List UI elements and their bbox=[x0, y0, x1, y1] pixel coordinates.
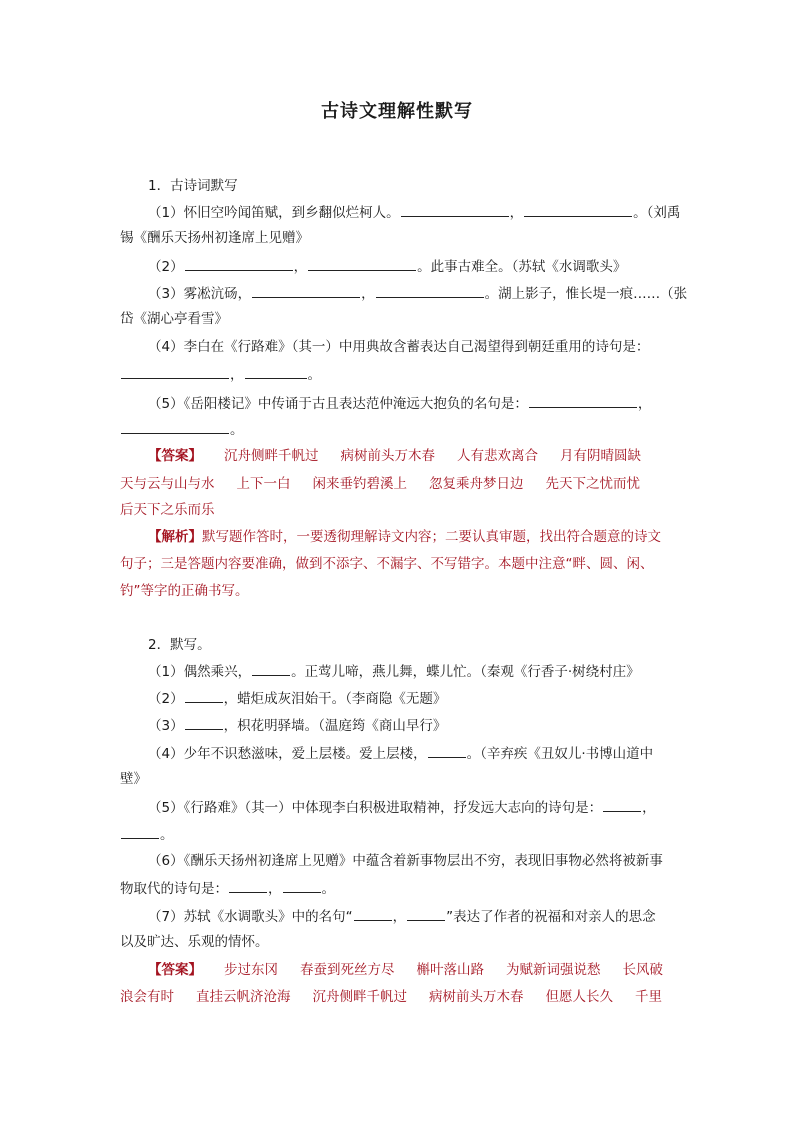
q2-item-6-cont: 物取代的诗句是： ， 。 bbox=[120, 878, 335, 899]
answer-blank[interactable] bbox=[428, 743, 466, 758]
q2-item-4-cont: 壁》 bbox=[120, 771, 147, 787]
answer-blank[interactable] bbox=[121, 364, 229, 379]
q1-answer-line-2: 天与云与山与水 上下一白 闲来垂钓碧溪上 忽复乘舟梦日边 先天下之忧而忧 bbox=[120, 476, 640, 492]
answer-blank[interactable] bbox=[407, 906, 445, 921]
answer-blank[interactable] bbox=[603, 797, 641, 812]
q1-analysis-line-3: 钓”等字的正确书写。 bbox=[120, 583, 249, 599]
q1-answer-line-3: 后天下之乐而乐 bbox=[120, 502, 215, 518]
q1-item-3-cont: 岱《湖心亭看雪》 bbox=[120, 311, 228, 327]
answer-tag: 【答案】 bbox=[148, 962, 202, 978]
answer-blank[interactable] bbox=[308, 256, 416, 271]
answer-blank[interactable] bbox=[283, 878, 321, 893]
q2-item-4: （4）少年不识愁滋味，爱上层楼。爱上层楼， 。（辛弃疾《丑奴儿·书博山道中 bbox=[148, 743, 653, 764]
q1-heading: 1．古诗词默写 bbox=[148, 178, 238, 194]
analysis-tag: 【解析】 bbox=[148, 529, 202, 545]
q1-item-4: （4）李白在《行路难》（其一）中用典故含蓄表达自己渴望得到朝廷重用的诗句是： bbox=[148, 339, 650, 355]
answer-tag: 【答案】 bbox=[148, 448, 202, 464]
q2-item-6: （6）《酬乐天扬州初逢席上见赠》中蕴含着新事物层出不穷，表现旧事物必然将被新事 bbox=[148, 853, 663, 869]
q1-item-1-cont: 锡《酬乐天扬州初逢席上见赠》 bbox=[120, 230, 309, 246]
answer-blank[interactable] bbox=[185, 256, 293, 271]
answer-blank[interactable] bbox=[401, 202, 509, 217]
answer-blank[interactable] bbox=[252, 661, 290, 676]
q2-item-5-cont: 。 bbox=[120, 824, 174, 845]
answer-blank[interactable] bbox=[529, 393, 637, 408]
q1-item-4-cont: ， 。 bbox=[120, 364, 321, 385]
answer-blank[interactable] bbox=[121, 824, 159, 839]
q1-item-1: （1）怀旧空吟闻笛赋，到乡翻似烂柯人。 ， 。（刘禹 bbox=[148, 202, 680, 223]
answer-blank[interactable] bbox=[354, 906, 392, 921]
q1-item-2: （2） ， 。此事古难全。（苏轼《水调歌头》 bbox=[148, 256, 626, 277]
q2-heading: 2．默写。 bbox=[148, 637, 211, 653]
answer-blank[interactable] bbox=[376, 283, 484, 298]
q2-item-1: （1）偶然乘兴， 。正莺儿啼，燕儿舞，蝶儿忙。（秦观《行香子·树绕村庄》 bbox=[148, 661, 640, 682]
answer-blank[interactable] bbox=[185, 688, 223, 703]
q2-item-2: （2） ，蜡炬成灰泪始干。（李商隐《无题》 bbox=[148, 688, 446, 709]
q2-item-5: （5）《行路难》（其一）中体现李白积极进取精神，抒发远大志向的诗句是： ， bbox=[148, 797, 656, 818]
q2-answer-line-2: 浪会有时 直挂云帆济沧海 沉舟侧畔千帆过 病树前头万木春 但愿人长久 千里 bbox=[120, 989, 662, 1005]
q2-answer-line-1: 【答案】 步过东冈 春蚕到死丝方尽 槲叶落山路 为赋新词强说愁 长风破 bbox=[148, 962, 663, 978]
answer-blank[interactable] bbox=[252, 283, 360, 298]
q2-item-7: （7）苏轼《水调歌头》中的名句“ ， ”表达了作者的祝福和对亲人的思念 bbox=[148, 906, 656, 927]
q2-item-3: （3） ，枳花明驿墙。（温庭筠《商山早行》 bbox=[148, 715, 446, 736]
q2-item-7-cont: 以及旷达、乐观的情怀。 bbox=[120, 934, 269, 950]
answer-blank[interactable] bbox=[229, 878, 267, 893]
answer-blank[interactable] bbox=[121, 419, 229, 434]
answer-blank[interactable] bbox=[524, 202, 632, 217]
page-title: 古诗文理解性默写 bbox=[321, 101, 473, 122]
q1-analysis-line-2: 句子；三是答题内容要准确，做到不添字、不漏字、不写错字。本题中注意“畔、圆、闲、 bbox=[120, 556, 654, 572]
q1-item-5-cont: 。 bbox=[120, 419, 244, 440]
q1-item-5: （5）《岳阳楼记》中传诵于古且表达范仲淹远大抱负的名句是： ， bbox=[148, 393, 651, 414]
answer-blank[interactable] bbox=[185, 715, 223, 730]
answer-blank[interactable] bbox=[245, 364, 307, 379]
q1-item-3: （3）雾凇沆砀， ， 。湖上影子，惟长堤一痕……（张 bbox=[148, 283, 687, 304]
q1-answer-line-1: 【答案】 沉舟侧畔千帆过 病树前头万木春 人有悲欢离合 月有阴晴圆缺 bbox=[148, 448, 641, 464]
q1-analysis-line-1: 【解析】默写题作答时，一要透彻理解诗文内容；二要认真审题，找出符合题意的诗文 bbox=[148, 529, 661, 545]
